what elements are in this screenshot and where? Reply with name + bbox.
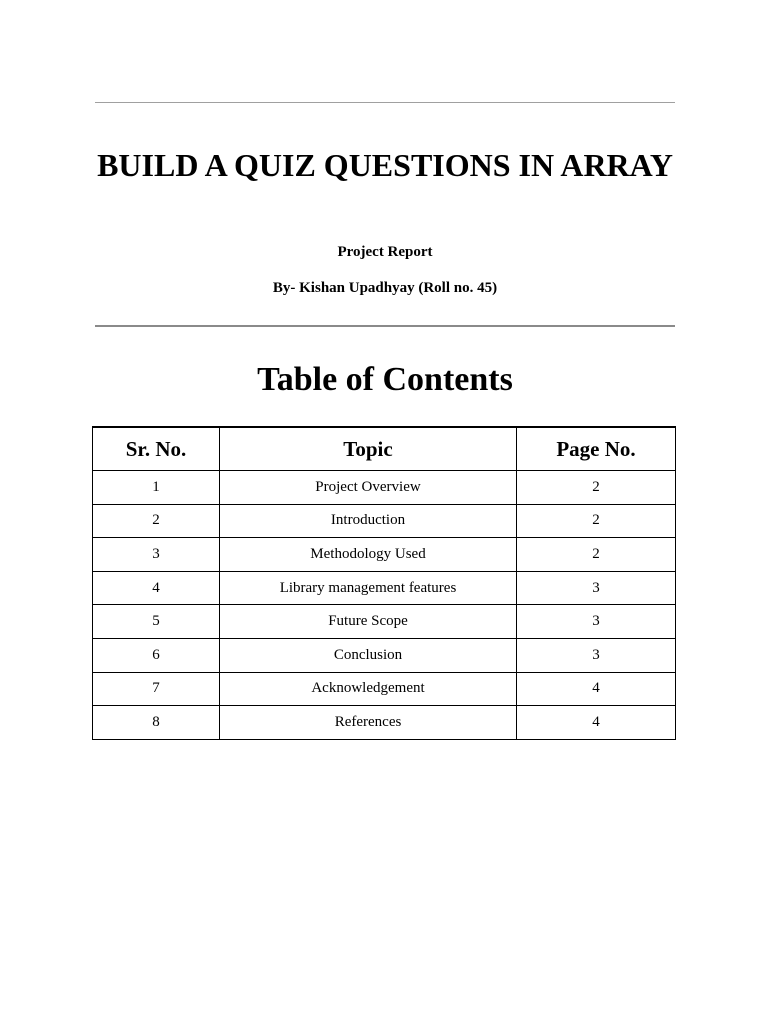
- topic-cell: Conclusion: [220, 638, 517, 672]
- topic-cell: References: [220, 706, 517, 740]
- toc-header-row: [93, 427, 676, 471]
- table-row: [93, 638, 676, 672]
- sr-no-cell: 8: [93, 706, 220, 740]
- table-row: [93, 706, 676, 740]
- table-row: [93, 538, 676, 572]
- table-row: [93, 605, 676, 639]
- page-no-cell: 2: [517, 471, 676, 505]
- document-subtitle: Project Report: [337, 244, 433, 260]
- table-row: [93, 504, 676, 538]
- column-header-sr-no: Sr. No.: [93, 427, 220, 471]
- table-row: [93, 571, 676, 605]
- page-no-cell: 4: [517, 706, 676, 740]
- page-no-cell: 2: [517, 504, 676, 538]
- sr-no-cell: 3: [93, 538, 220, 572]
- topic-cell: Acknowledgement: [220, 672, 517, 706]
- page-no-cell: 4: [517, 672, 676, 706]
- document-title: BUILD A QUIZ QUESTIONS IN ARRAY: [97, 147, 673, 183]
- page-no-cell: 3: [517, 571, 676, 605]
- page-no-cell: 3: [517, 605, 676, 639]
- topic-cell: Library management features: [220, 571, 517, 605]
- column-header-page-no: Page No.: [517, 427, 676, 471]
- author-line: By- Kishan Upadhyay (Roll no. 45): [272, 280, 498, 296]
- topic-cell: Introduction: [220, 504, 517, 538]
- page-no-cell: 3: [517, 638, 676, 672]
- topic-cell: Methodology Used: [220, 538, 517, 572]
- sr-no-cell: 5: [93, 605, 220, 639]
- sr-no-cell: 6: [93, 638, 220, 672]
- topic-cell: Project Overview: [220, 471, 517, 505]
- top-divider: [95, 102, 675, 103]
- sr-no-cell: 2: [93, 504, 220, 538]
- sr-no-cell: 7: [93, 672, 220, 706]
- column-header-topic: Topic: [220, 427, 517, 471]
- section-divider: [95, 325, 675, 327]
- page-no-cell: 2: [517, 538, 676, 572]
- sr-no-cell: 4: [93, 571, 220, 605]
- toc-heading: Table of Contents: [257, 361, 513, 398]
- table-row: [93, 471, 676, 505]
- sr-no-cell: 1: [93, 471, 220, 505]
- topic-cell: Future Scope: [220, 605, 517, 639]
- toc-table: [92, 426, 676, 740]
- table-row: [93, 672, 676, 706]
